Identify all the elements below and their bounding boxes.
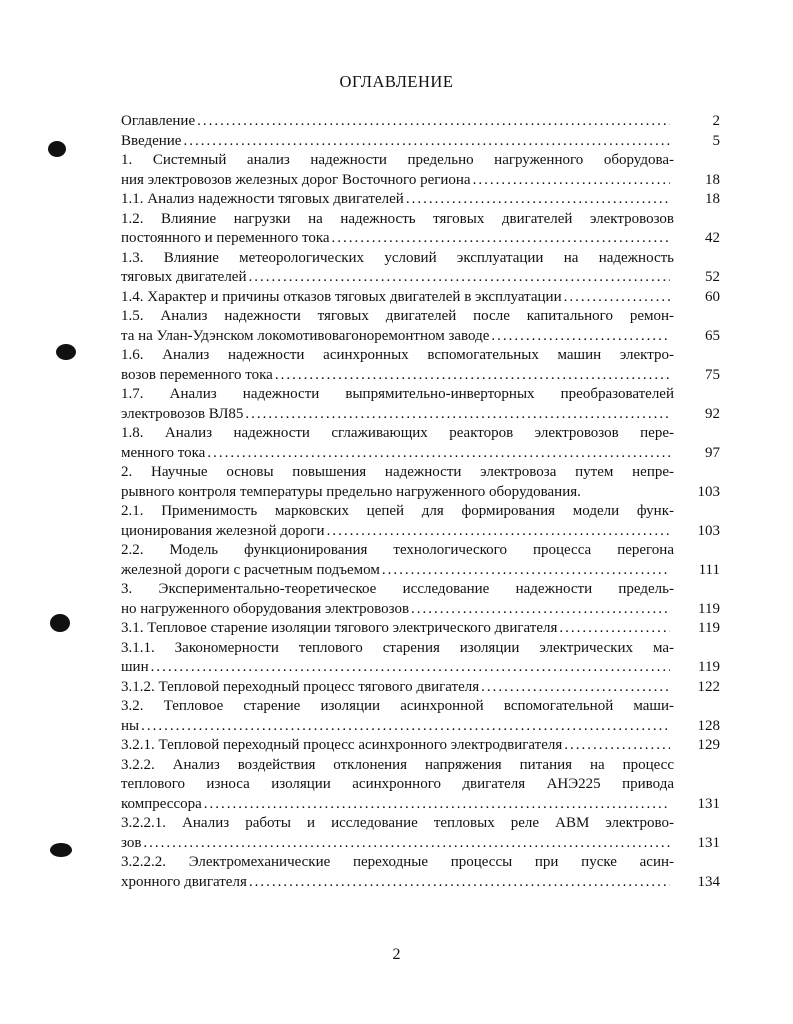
toc-entry-page: 128 — [697, 717, 720, 734]
toc-entry-page: 134 — [697, 873, 720, 890]
toc-entry-title: ны — [121, 717, 140, 734]
toc-entry-page: 103 — [697, 522, 720, 539]
toc-entry-page: 131 — [697, 834, 720, 851]
toc-entry-page: 129 — [697, 737, 720, 753]
toc-entry-line: теплового износа изоляции асинхронного двигателя АНЭ225 привода — [121, 776, 674, 792]
toc-entry-title: зов — [121, 834, 142, 851]
toc-entry — [121, 424, 720, 463]
toc-entry-title: ционирования железной дороги — [121, 522, 325, 539]
toc-entry — [121, 249, 720, 288]
page-title: ОГЛАВЛЕНИЕ — [339, 72, 454, 91]
toc-entry-page: 131 — [697, 795, 720, 812]
dot-leader — [204, 795, 670, 815]
dot-leader — [183, 132, 670, 152]
toc-entry-page: 18 — [705, 191, 720, 207]
toc-entry-title: 1.4. Характер и причины отказов тяговых двигателей в эксплуатации — [121, 288, 562, 305]
toc-entry — [121, 307, 720, 346]
dot-leader — [275, 366, 670, 386]
dot-leader — [207, 444, 670, 464]
table-of-contents — [121, 112, 720, 892]
dot-leader — [559, 619, 670, 639]
toc-entry — [121, 132, 720, 152]
toc-entry-page: 5 — [712, 132, 720, 149]
dot-leader — [141, 717, 670, 737]
toc-entry-page: 119 — [698, 620, 720, 636]
toc-entry-title: постоянного и переменного тока — [121, 230, 330, 246]
toc-entry-title: железной дороги с расчетным подъемом — [121, 561, 380, 578]
toc-entry-title: 3.2.1. Тепловой переходный процесс асинхронного электродвигателя — [121, 737, 563, 753]
toc-entry-line: 2.1. Применимость марковских цепей для формирования модели функ- — [121, 503, 674, 519]
toc-entry-line: 1.7. Анализ надежности выпрямительно-инверторных преобразователей — [121, 386, 674, 402]
toc-entry-title: менного тока — [121, 444, 206, 461]
scan-mark — [50, 843, 72, 857]
toc-entry-title: Оглавление — [121, 113, 196, 129]
toc-entry-page: 60 — [705, 288, 720, 305]
dot-leader — [491, 327, 670, 347]
toc-entry-line: 1.6. Анализ надежности асинхронных вспомогательных машин электро- — [121, 347, 674, 363]
toc-entry — [121, 736, 720, 756]
toc-entry-page: 97 — [705, 444, 720, 461]
dot-leader — [564, 736, 670, 756]
toc-entry — [121, 619, 720, 639]
toc-entry-line: 3.2.2.1. Анализ работы и исследование тепловых реле АВМ электрово- — [121, 815, 674, 831]
toc-entry-page: 75 — [705, 366, 720, 383]
toc-entry-title: ния электровозов железных дорог Восточного региона — [121, 171, 471, 188]
toc-entry-line: 2. Научные основы повышения надежности электровоза путем непре- — [121, 464, 674, 480]
dot-leader — [143, 834, 670, 854]
toc-entry — [121, 814, 720, 853]
toc-entry-line: 3. Экспериментально-теоретическое исследование надежности предель- — [121, 581, 674, 597]
toc-entry-page: 42 — [705, 230, 720, 246]
toc-entry — [121, 697, 720, 736]
dot-leader — [327, 522, 670, 542]
toc-entry — [121, 502, 720, 541]
toc-entry — [121, 756, 720, 815]
toc-entry-line: 1.2. Влияние нагрузки на надежность тяговых двигателей электровозов — [121, 210, 674, 227]
toc-entry — [121, 210, 720, 249]
toc-entry — [121, 541, 720, 580]
toc-entry — [121, 346, 720, 385]
toc-entry-page: 2 — [712, 113, 720, 129]
toc-entry-title: рывного контроля температуры предельно нагруженного оборудования. — [121, 483, 581, 500]
toc-entry — [121, 190, 720, 210]
toc-entry-title: возов переменного тока — [121, 366, 273, 383]
dot-leader — [481, 678, 670, 698]
toc-entry-title: тяговых двигателей — [121, 269, 247, 285]
toc-entry-page: 119 — [698, 659, 720, 675]
toc-entry-title: электровозов ВЛ85 — [121, 405, 244, 422]
toc-entry — [121, 678, 720, 698]
toc-entry-page: 119 — [698, 600, 720, 617]
toc-entry — [121, 639, 720, 678]
toc-entry-line: 3.2.2.2. Электромеханические переходные процессы при пуске асин- — [121, 854, 674, 870]
toc-entry-page: 92 — [705, 405, 720, 422]
toc-entry-line: 1.5. Анализ надежности тяговых двигателей после капитального ремон- — [121, 308, 674, 324]
toc-entry-line: 1.3. Влияние метеорологических условий эксплуатации на надежность — [121, 249, 674, 266]
toc-entry-title: но нагруженного оборудования электровозов — [121, 600, 410, 617]
toc-entry-title: 3.1.2. Тепловой переходный процесс тягового двигателя — [121, 678, 480, 695]
dot-leader — [151, 658, 670, 678]
toc-entry — [121, 580, 720, 619]
toc-entry-line: 1.8. Анализ надежности сглаживающих реакторов электровозов пере- — [121, 425, 674, 441]
toc-entry — [121, 385, 720, 424]
toc-entry — [121, 463, 720, 502]
toc-entry-title: 3.1. Тепловое старение изоляции тягового электрического двигателя — [121, 620, 558, 636]
scan-mark — [56, 344, 76, 360]
toc-entry-page: 111 — [698, 561, 720, 578]
scan-mark — [50, 614, 70, 632]
toc-entry-title: та на Улан-Удэнском локомотивовагоноремонтном заводе — [121, 327, 490, 344]
toc-entry-page: 52 — [705, 269, 720, 285]
dot-leader — [406, 190, 670, 210]
toc-entry — [121, 151, 720, 190]
dot-leader — [245, 405, 670, 425]
toc-entry-line: 3.2.2. Анализ воздействия отклонения напряжения питания на процесс — [121, 756, 674, 773]
scan-mark — [48, 141, 66, 157]
dot-leader — [564, 288, 670, 308]
toc-entry — [121, 853, 720, 892]
dot-leader — [382, 561, 670, 581]
toc-entry-line: 1. Системный анализ надежности предельно нагруженного оборудова- — [121, 152, 674, 168]
toc-entry — [121, 288, 720, 308]
dot-leader — [411, 600, 670, 620]
dot-leader — [473, 171, 670, 191]
page-number: 2 — [392, 946, 401, 963]
toc-entry-title: шин — [121, 659, 149, 675]
toc-entry-line: 3.2. Тепловое старение изоляции асинхронной вспомогательной маши- — [121, 698, 674, 714]
toc-entry-title: 1.1. Анализ надежности тяговых двигателей — [121, 191, 404, 207]
toc-entry-title: компрессора — [121, 795, 202, 812]
toc-entry — [121, 112, 720, 132]
toc-entry-page: 103 — [697, 483, 720, 500]
dot-leader — [332, 229, 670, 249]
dot-leader — [197, 112, 670, 132]
dot-leader — [249, 873, 670, 893]
toc-entry-page: 122 — [697, 678, 720, 695]
toc-entry-line: 3.1.1. Закономерности теплового старения изоляции электрических ма- — [121, 639, 674, 656]
toc-entry-title: Введение — [121, 132, 182, 149]
dot-leader — [249, 268, 671, 288]
toc-entry-page: 18 — [705, 171, 720, 188]
toc-entry-title: хронного двигателя — [121, 873, 247, 890]
toc-entry-page: 65 — [705, 327, 720, 344]
toc-entry-line: 2.2. Модель функционирования технологического процесса перегона — [121, 542, 674, 558]
